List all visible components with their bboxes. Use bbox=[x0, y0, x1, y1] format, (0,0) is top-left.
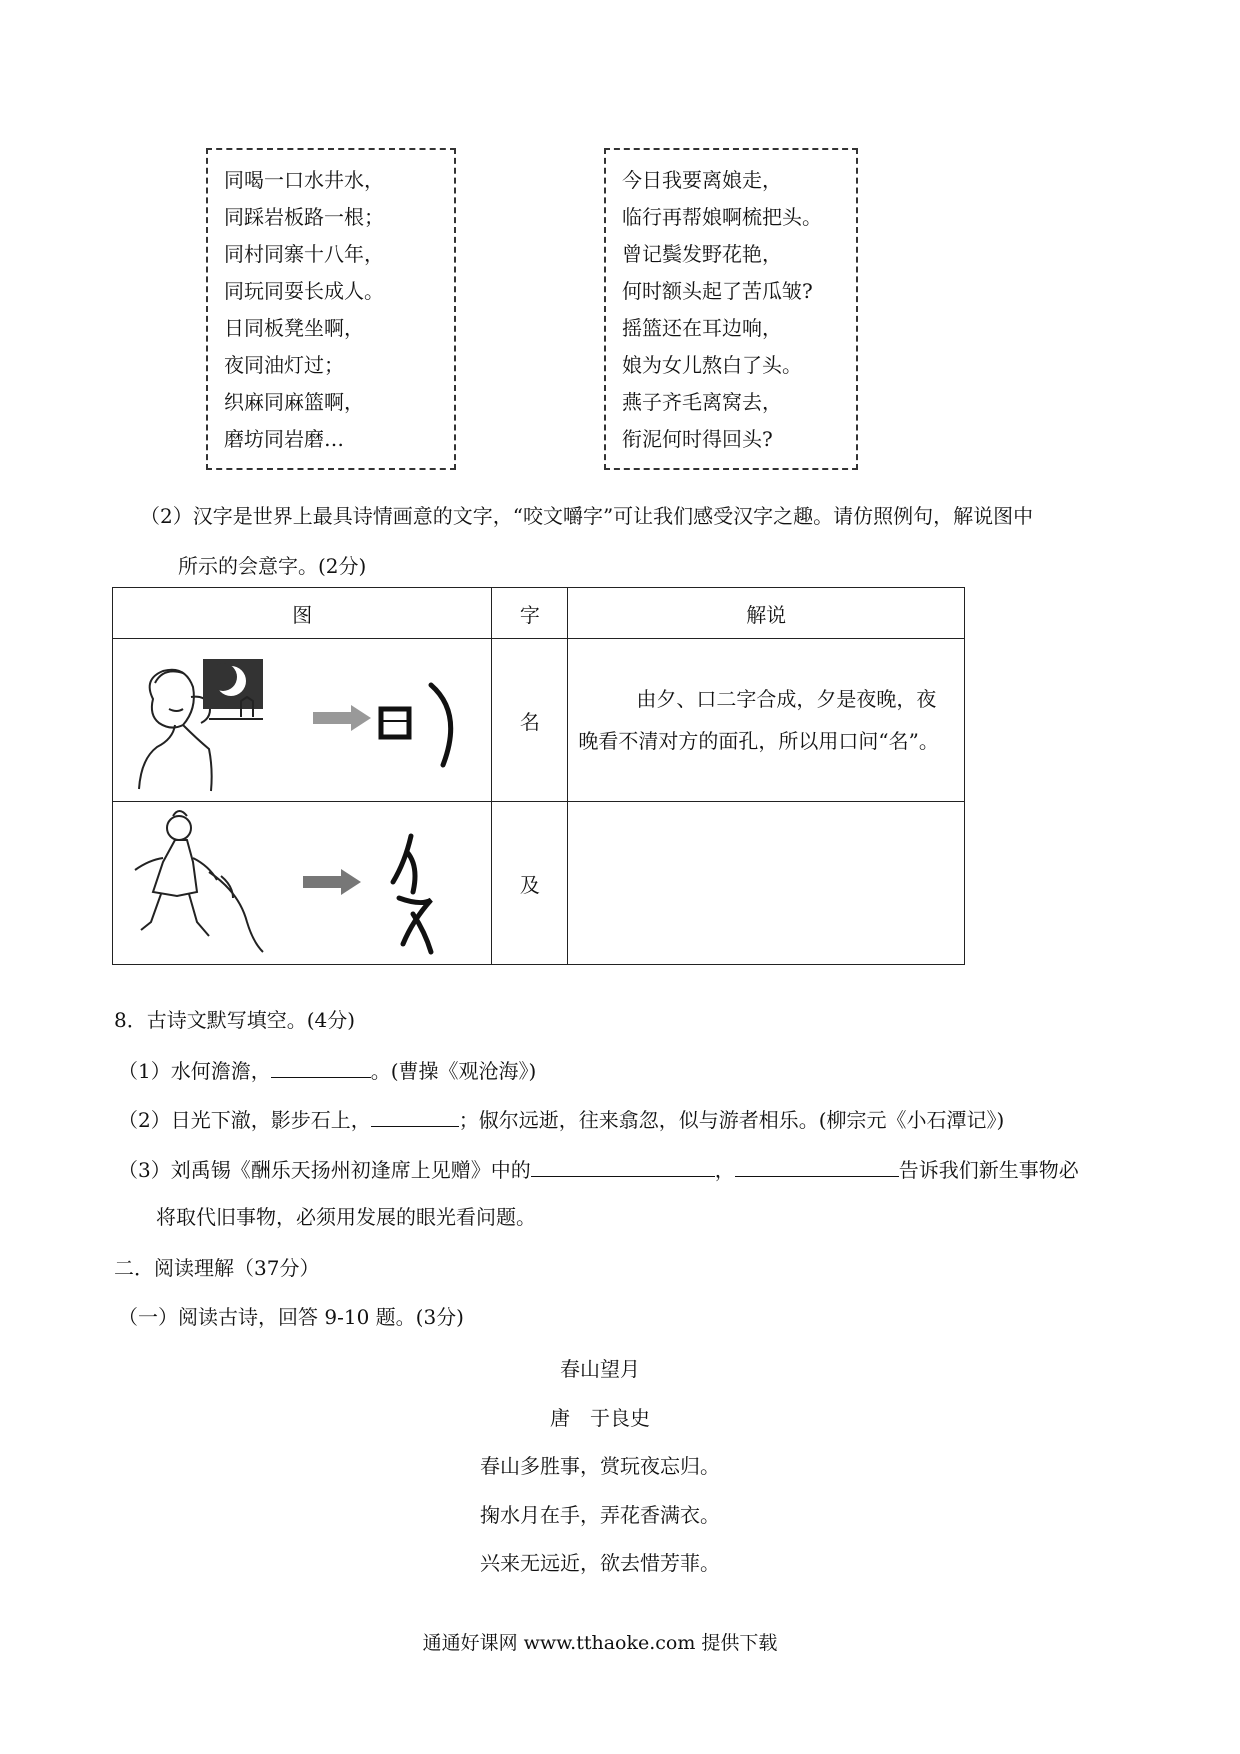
q2-line1: （2）汉字是世界上最具诗情画意的文字，“咬文嚼字”可让我们感受汉字之趣。请仿照例句，解说图中 bbox=[140, 504, 1034, 528]
song-line: 磨坊同岩磨… bbox=[224, 427, 344, 451]
q8-item3-text: （3）刘禹锡《酬乐天扬州初逢席上见赠》中的 bbox=[118, 1158, 531, 1182]
table-header-row bbox=[113, 588, 965, 639]
song-line: 何时额头起了苦瓜皱? bbox=[622, 279, 813, 303]
poem-author: 唐 于良史 bbox=[550, 1406, 650, 1430]
person-moon-illustration bbox=[113, 639, 491, 799]
q8-item2 bbox=[118, 1104, 1004, 1134]
fill-blank[interactable] bbox=[371, 1104, 459, 1127]
q8-item3-line2: 将取代旧事物，必须用发展的眼光看问题。 bbox=[156, 1205, 536, 1229]
table-cell-char: 及 bbox=[492, 802, 568, 965]
q8-item3 bbox=[118, 1154, 1079, 1184]
song-line: 同玩同耍长成人。 bbox=[224, 279, 384, 303]
fill-blank[interactable] bbox=[531, 1154, 715, 1177]
q8-item3-rest: 告诉我们新生事物必 bbox=[898, 1158, 1079, 1182]
q8-item3-comma: ， bbox=[714, 1158, 735, 1182]
song-line: 同踩岩板路一根； bbox=[224, 205, 384, 229]
person-reaching-illustration bbox=[113, 802, 491, 962]
table-header: 图 bbox=[113, 588, 492, 639]
song-box-right bbox=[604, 148, 858, 470]
table-header: 字 bbox=[492, 588, 568, 639]
song-box-left bbox=[206, 148, 456, 470]
song-line: 摇篮还在耳边响， bbox=[622, 316, 782, 340]
table-row bbox=[113, 639, 965, 802]
poem-title: 春山望月 bbox=[560, 1357, 640, 1381]
section-title: 二．阅读理解（37分） bbox=[114, 1256, 320, 1280]
q2-line2: 所示的会意字。(2分) bbox=[178, 554, 367, 578]
part-title: （一）阅读古诗，回答 9-10 题。(3分) bbox=[118, 1305, 464, 1329]
hanzi-table bbox=[112, 587, 965, 965]
poem-line: 兴来无远近，欲去惜芳菲。 bbox=[480, 1551, 720, 1575]
arrow-icon bbox=[341, 869, 361, 895]
q8-item2-text: （2）日光下澈，影步石上， bbox=[118, 1108, 371, 1132]
table-cell-explanation bbox=[568, 639, 965, 802]
table-cell-answer[interactable] bbox=[568, 802, 965, 965]
song-line: 娘为女儿熬白了头。 bbox=[622, 353, 802, 377]
song-line: 曾记鬓发野花艳， bbox=[622, 242, 782, 266]
song-line: 织麻同麻篮啊， bbox=[224, 390, 364, 414]
song-line: 燕子齐毛离窝去， bbox=[622, 390, 782, 414]
song-line: 衔泥何时得回头? bbox=[622, 427, 773, 451]
q8-item1 bbox=[118, 1055, 536, 1085]
song-line: 夜同油灯过； bbox=[224, 353, 344, 377]
q8-item2-rest: ；俶尔远逝，往来翕忽，似与游者相乐。(柳宗元《小石潭记》) bbox=[458, 1108, 1005, 1132]
footer: 通通好课网 www.tthaoke.com 提供下载 bbox=[422, 1632, 778, 1654]
arrow-icon bbox=[351, 705, 371, 731]
table-row bbox=[113, 802, 965, 965]
song-line: 同村同寨十八年， bbox=[224, 242, 384, 266]
poem-line: 春山多胜事，赏玩夜忘归。 bbox=[480, 1454, 720, 1478]
song-line: 日同板凳坐啊， bbox=[224, 316, 364, 340]
q8-title: 8．古诗文默写填空。(4分) bbox=[114, 1008, 356, 1032]
poem-line: 掬水月在手，弄花香满衣。 bbox=[480, 1503, 720, 1527]
illustration-cell bbox=[113, 802, 492, 965]
song-line: 今日我要离娘走， bbox=[622, 168, 782, 192]
song-line: 同喝一口水井水， bbox=[224, 168, 384, 192]
fill-blank[interactable] bbox=[271, 1055, 371, 1078]
explanation-line: 晚看不清对方的面孔，所以用口问“名”。 bbox=[578, 729, 939, 753]
table-header: 解说 bbox=[568, 588, 965, 639]
q8-item1-text: （1）水何澹澹， bbox=[118, 1059, 271, 1083]
q8-item1-source: 。(曹操《观沧海》) bbox=[370, 1059, 537, 1083]
illustration-cell bbox=[113, 639, 492, 802]
song-line: 临行再帮娘啊梳把头。 bbox=[622, 205, 822, 229]
fill-blank[interactable] bbox=[735, 1154, 899, 1177]
explanation-line: 由夕、口二字合成，夕是夜晚，夜 bbox=[636, 687, 937, 711]
table-cell-char: 名 bbox=[492, 639, 568, 802]
